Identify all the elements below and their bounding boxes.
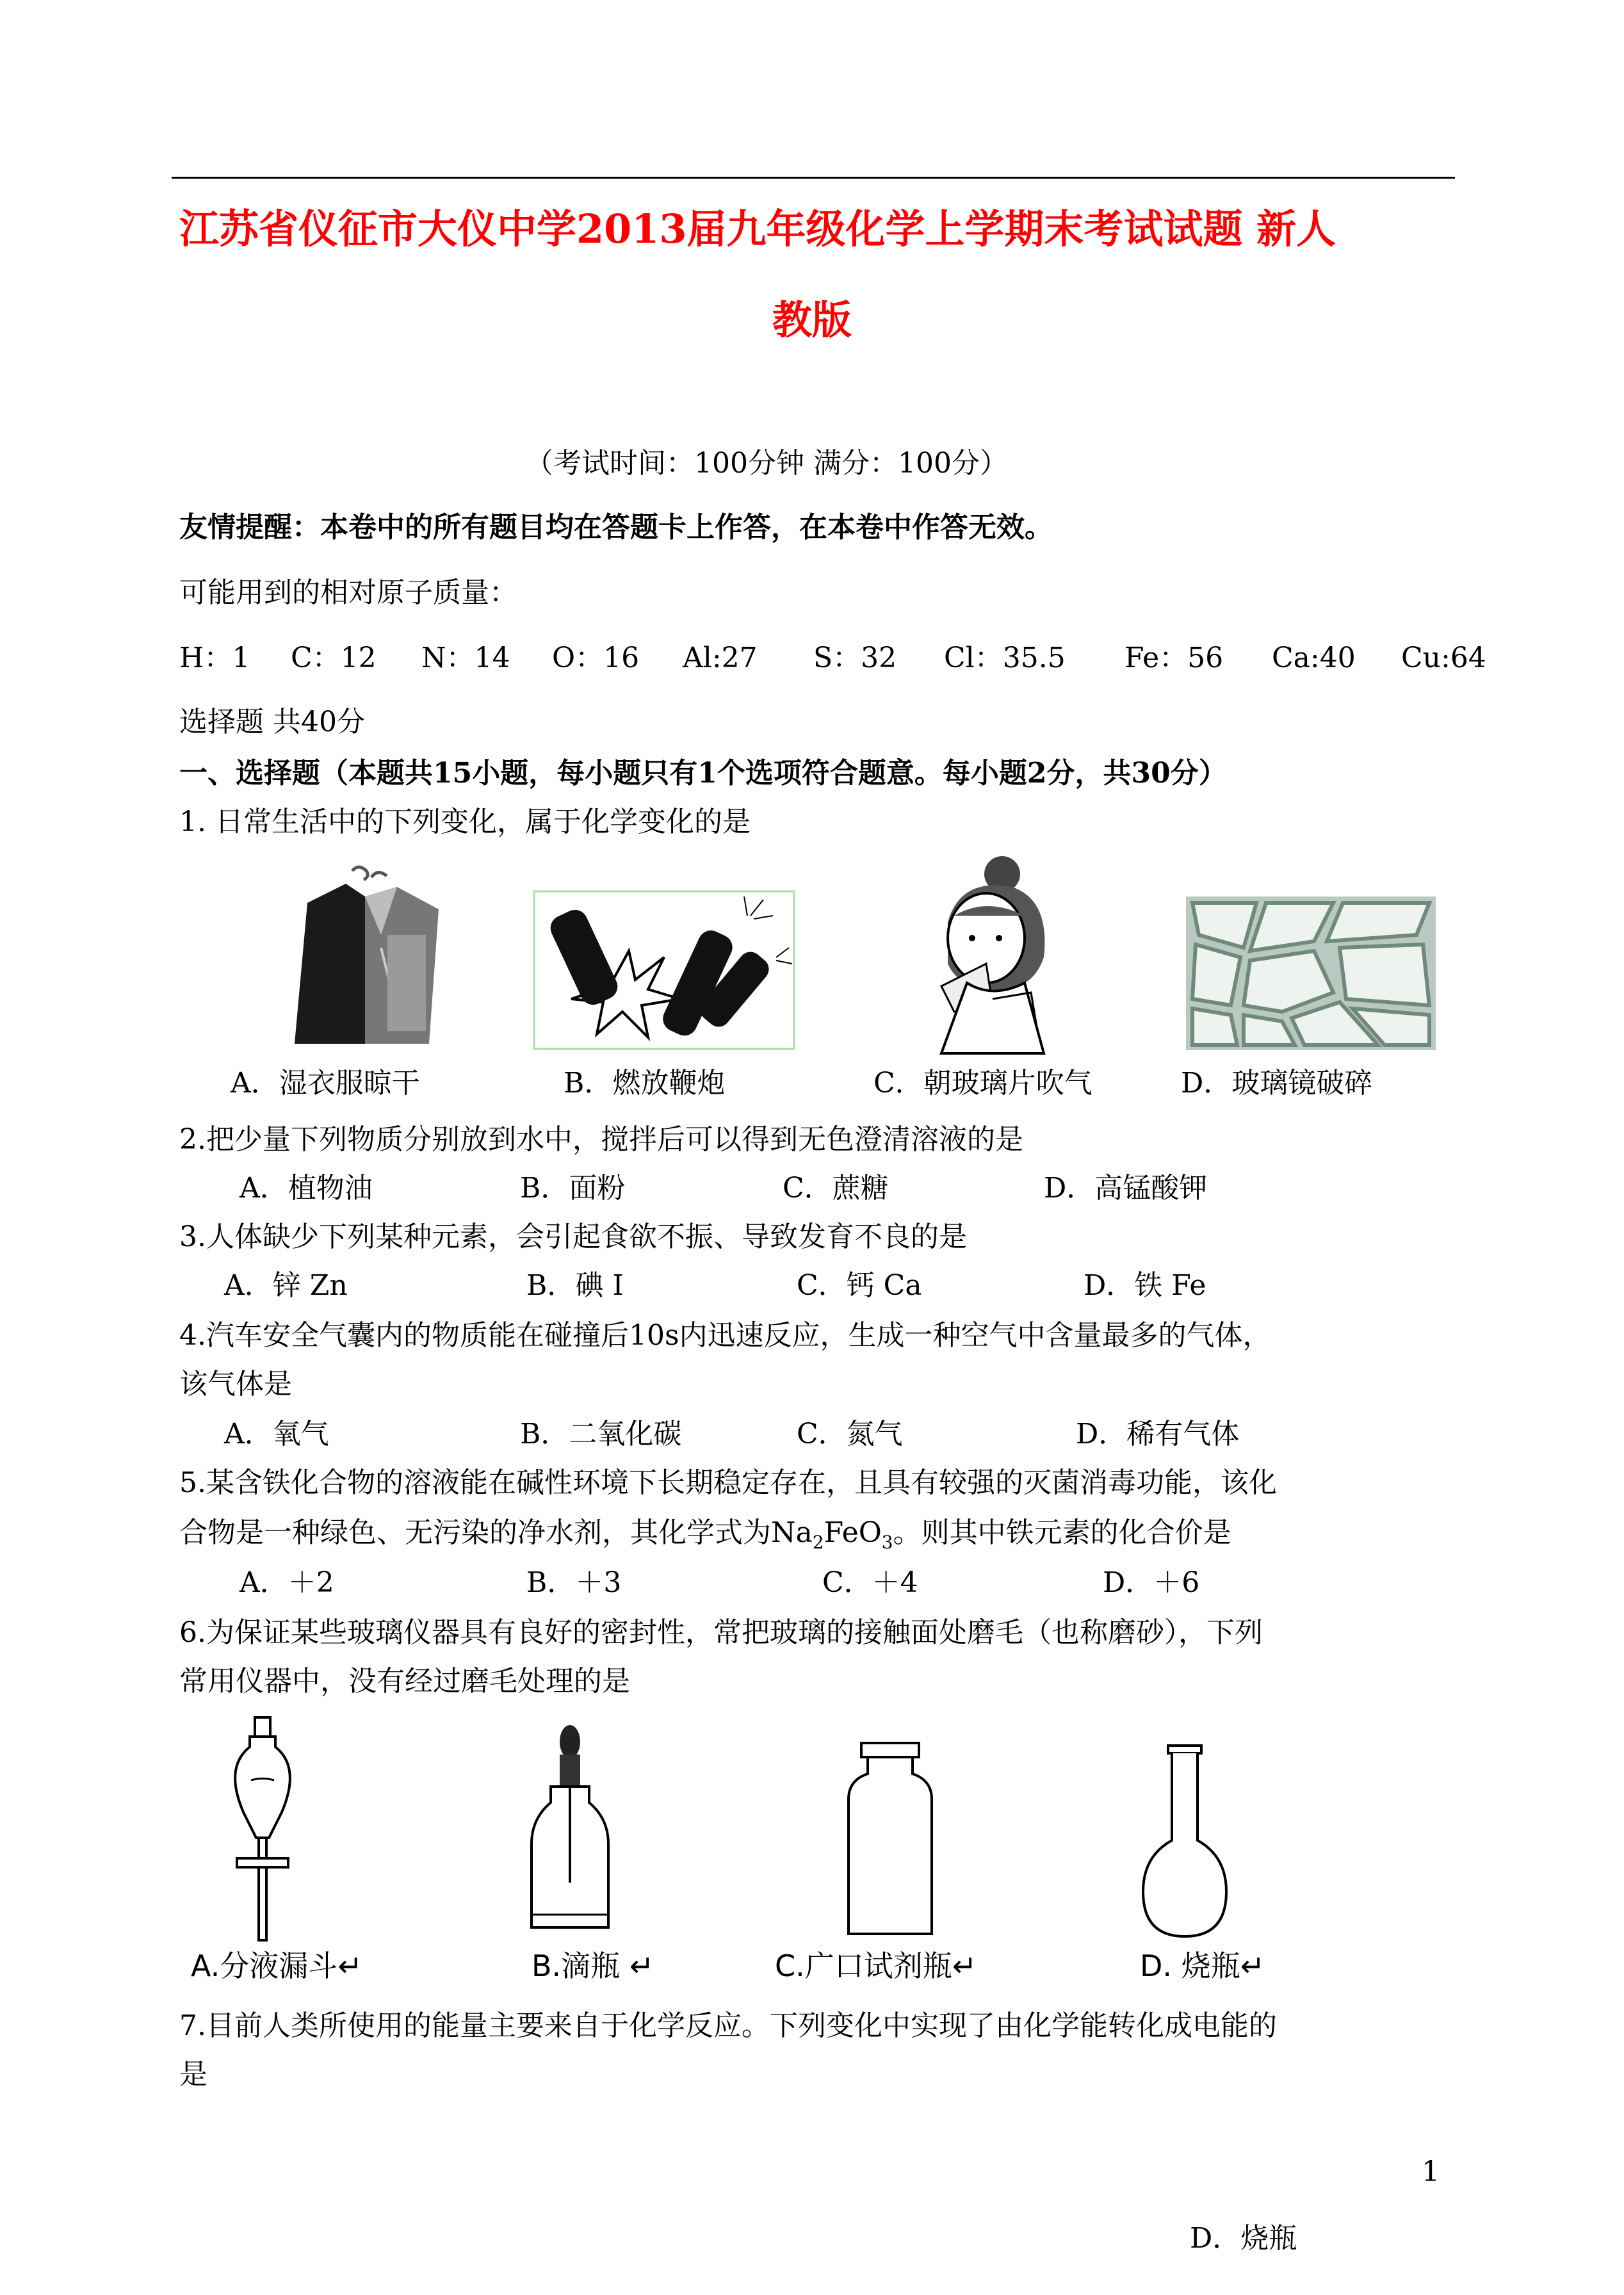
page-title: 江苏省仪征市大仪中学2013届九年级化学上学期末考试试题 新人	[179, 206, 1336, 252]
question-5-options	[0, 1565, 1624, 1601]
page-number: 1	[1422, 2155, 1440, 2188]
question-6-stem: 6.为保证某些玻璃仪器具有良好的密封性，常把玻璃的接触面处磨毛（也称磨砂），下列	[179, 1616, 1263, 1649]
atomic-mass-item: S：32	[813, 642, 897, 674]
atomic-mass-item: Fe：56	[1125, 642, 1224, 674]
option-b[interactable]: B．碘 I	[526, 1269, 624, 1302]
question-1-stem: 1. 日常生活中的下列变化，属于化学变化的是	[179, 806, 751, 838]
option-b[interactable]: B．＋3	[526, 1566, 622, 1599]
question-6-stem-continued: 常用仪器中，没有经过磨毛处理的是	[179, 1665, 630, 1698]
section-heading: 选择题 共40分	[179, 706, 365, 738]
page-title-continued: 教版	[772, 296, 852, 343]
firecrackers-icon	[533, 890, 795, 1050]
option-d[interactable]: D．稀有气体	[1076, 1418, 1240, 1450]
option-c[interactable]: C．钙 Ca	[797, 1269, 922, 1302]
option-c[interactable]: C.广口试剂瓶↵	[775, 1949, 977, 1983]
option-b[interactable]: B．燃放鞭炮	[564, 1067, 726, 1099]
stray-option-text: D．烧瓶	[1190, 2222, 1297, 2255]
header-rule	[172, 177, 1455, 179]
wide-mouth-bottle-icon	[845, 1742, 935, 1940]
part-title: 一、选择题（本题共15小题，每小题只有1个选项符合题意。每小题2分，共30分）	[179, 757, 1227, 790]
atomic-mass-item: H：1	[179, 642, 250, 674]
option-c[interactable]: C．＋4	[822, 1566, 918, 1599]
atomic-mass-item: O：16	[552, 642, 640, 674]
option-c[interactable]: C．朝玻璃片吹气	[873, 1067, 1092, 1099]
question-5-stem-continued: 合物是一种绿色、无污染的净水剂，其化学式为$Na_2FeO_3$。则其中铁元素的化合价是	[179, 1516, 1231, 1553]
wet-clothes-icon	[269, 858, 455, 1050]
atomic-mass-item: N：14	[421, 642, 510, 674]
question-3-options	[0, 1268, 1624, 1304]
question-4-options	[0, 1416, 1624, 1452]
option-d[interactable]: D．玻璃镜破碎	[1181, 1067, 1373, 1099]
flask-icon	[1140, 1744, 1230, 1943]
question-1-options	[0, 1066, 1624, 1101]
option-d[interactable]: D. 烧瓶↵	[1140, 1949, 1265, 1983]
atomic-mass-item: Al:27	[683, 642, 758, 674]
question-7-stem-continued: 是	[179, 2058, 207, 2091]
question-4-stem-continued: 该气体是	[179, 1368, 292, 1400]
atomic-mass-list	[0, 640, 1624, 676]
question-6-options	[0, 1943, 1624, 1981]
option-a[interactable]: A．湿衣服晾干	[231, 1067, 420, 1099]
atomic-mass-item: Cu:64	[1401, 642, 1486, 674]
option-c[interactable]: C．蔗糖	[783, 1172, 889, 1204]
atomic-mass-item: C：12	[291, 642, 377, 674]
option-d[interactable]: D．铁 Fe	[1084, 1269, 1206, 1302]
atomic-mass-item: Cl：35.5	[944, 642, 1066, 674]
option-a[interactable]: A．＋2	[240, 1566, 334, 1599]
atomic-mass-label: 可能用到的相对原子质量：	[179, 576, 517, 609]
question-4-stem: 4.汽车安全气囊内的物质能在碰撞后10s内迅速反应，生成一种空气中含量最多的气体，	[179, 1319, 1271, 1352]
option-a[interactable]: A.分液漏斗↵	[191, 1949, 362, 1983]
broken-mirror-icon	[1186, 896, 1436, 1050]
option-d[interactable]: D．＋6	[1103, 1566, 1200, 1599]
question-7-stem: 7.目前人类所使用的能量主要来自于化学反应。下列变化中实现了由化学能转化成电能的	[179, 2009, 1277, 2042]
option-a[interactable]: A．植物油	[240, 1172, 373, 1204]
option-b[interactable]: B．二氧化碳	[520, 1418, 682, 1450]
option-b[interactable]: B.滴瓶 ↵	[532, 1949, 654, 1983]
question-2-options	[0, 1171, 1624, 1206]
option-c[interactable]: C．氮气	[797, 1418, 903, 1450]
exam-info: （考试时间：100分钟 满分：100分）	[525, 447, 1008, 480]
question-5-stem: 5.某含铁化合物的溶液能在碱性环境下长期稳定存在，且具有较强的灭菌消毒功能，该化	[179, 1466, 1277, 1499]
option-a[interactable]: A．锌 Zn	[224, 1269, 348, 1302]
option-a[interactable]: A．氧气	[224, 1418, 329, 1450]
option-b[interactable]: B．面粉	[520, 1172, 626, 1204]
separatory-funnel-icon	[218, 1716, 307, 1947]
question-3-stem: 3.人体缺少下列某种元素，会引起食欲不振、导致发育不良的是	[179, 1220, 967, 1253]
option-d[interactable]: D．高锰酸钾	[1044, 1172, 1208, 1204]
atomic-mass-item: Ca:40	[1272, 642, 1356, 674]
reminder: 友情提醒：本卷中的所有题目均在答题卡上作答，在本卷中作答无效。	[179, 511, 1053, 544]
girl-blowing-glass-icon	[897, 852, 1076, 1057]
question-2-stem: 2.把少量下列物质分别放到水中，搅拌后可以得到无色澄清溶液的是	[179, 1123, 1023, 1156]
dropper-bottle-icon	[525, 1723, 615, 1940]
